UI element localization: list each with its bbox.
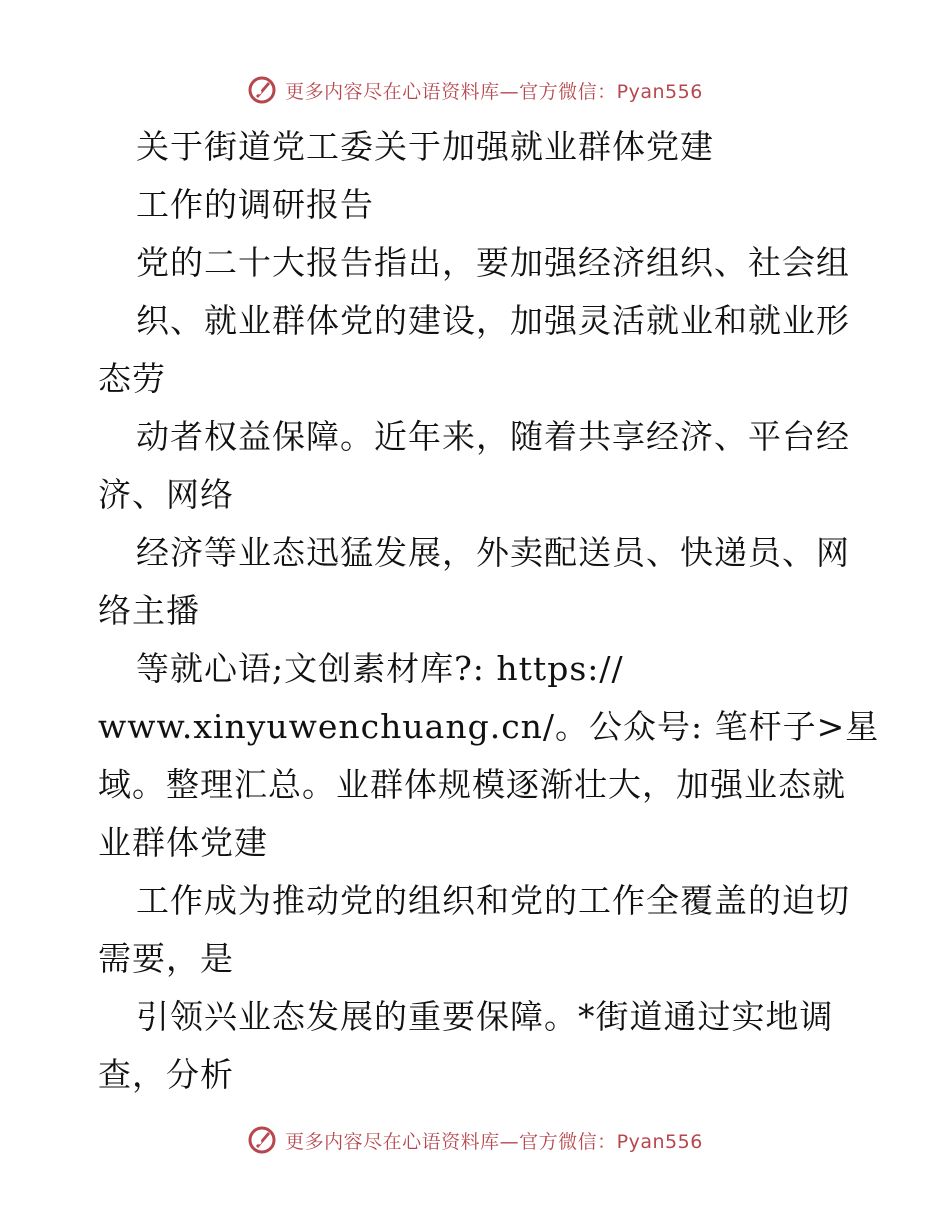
paragraph-line: 动者权益保障。近年来，随着共享经济、平台经 [136, 417, 850, 456]
document-title-line-1: 关于街道党工委关于加强就业群体党建 [136, 127, 714, 166]
paragraph-line: 态劳 [98, 359, 166, 398]
document-title-line-2: 工作的调研报告 [136, 185, 374, 224]
banner-text: 更多内容尽在心语资料库—官方微信：Pyan556 [285, 80, 703, 103]
quill-seal-icon [247, 1125, 277, 1155]
paragraph-line: 引领兴业态发展的重要保障。*街道通过实地调 [136, 997, 834, 1036]
wechat-id: Pyan556 [616, 1130, 703, 1153]
paragraph-line: 工作成为推动党的组织和党的工作全覆盖的迫切 [136, 881, 850, 920]
banner-text: 更多内容尽在心语资料库—官方微信：Pyan556 [285, 1130, 703, 1153]
paragraph-line: 业群体党建 [98, 823, 268, 862]
paragraph-line: 等就心语;文创素材库?: https:// [136, 649, 624, 688]
paragraph-line: 济、网络 [98, 475, 234, 514]
paragraph-line: 查，分析 [98, 1055, 234, 1094]
wechat-id: Pyan556 [616, 80, 703, 103]
paragraph-line: 域。整理汇总。业群体规模逐渐壮大，加强业态就 [98, 765, 846, 804]
paragraph-line: 经济等业态迅猛发展，外卖配送员、快递员、网 [136, 533, 850, 572]
paragraph-line: 络主播 [98, 591, 200, 630]
paragraph-line: www.xinyuwenchuang.cn/。公众号: 笔杆子>星 [98, 707, 880, 746]
paragraph-line: 织、就业群体党的建设，加强灵活就业和就业形 [136, 301, 850, 340]
header-banner [0, 72, 950, 108]
paragraph-line: 需要，是 [98, 939, 234, 978]
paragraph-line: 党的二十大报告指出，要加强经济组织、社会组 [136, 243, 850, 282]
quill-seal-icon [247, 75, 277, 105]
footer-banner [0, 1122, 950, 1158]
